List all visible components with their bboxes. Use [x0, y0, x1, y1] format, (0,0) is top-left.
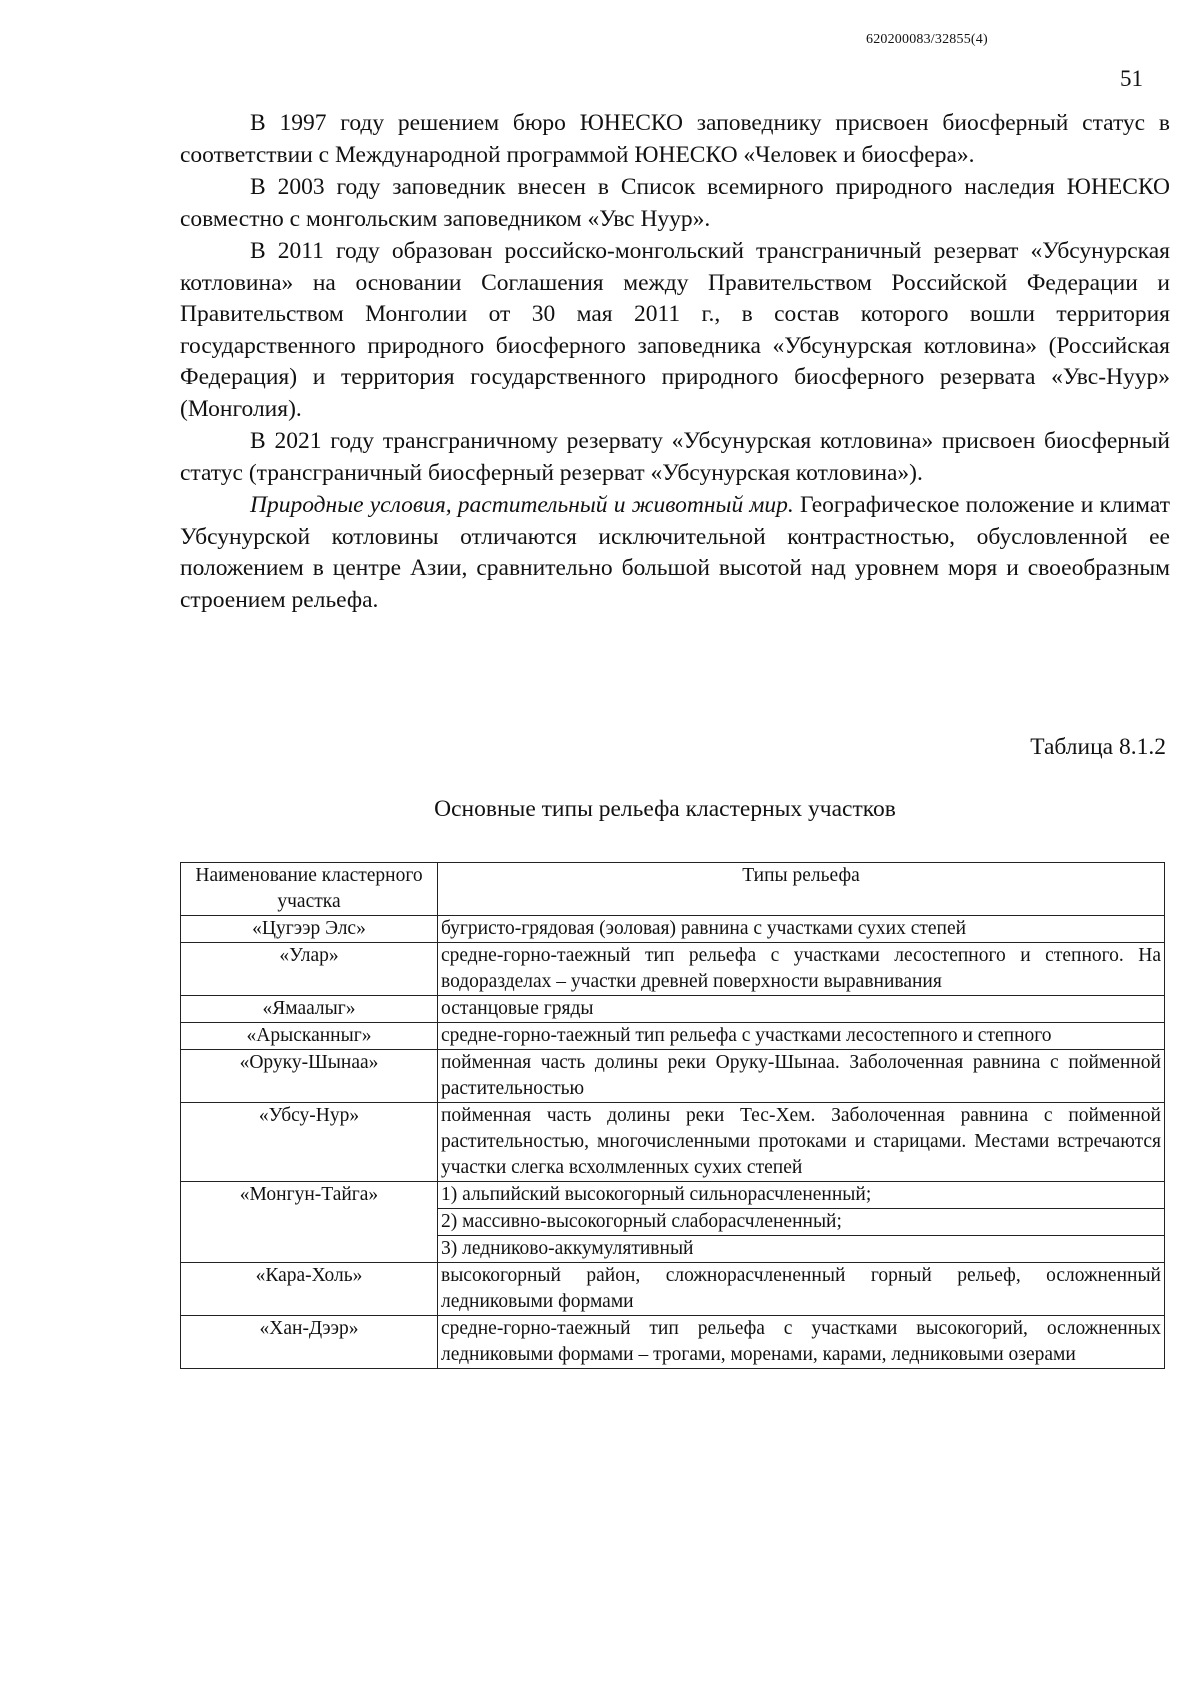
body-text: [180, 108, 1170, 617]
table-row: [181, 1103, 1165, 1182]
cluster-site-name: «Хан-Дээр»: [181, 1316, 438, 1369]
table-row: [181, 916, 1165, 943]
cluster-site-name: «Убсу-Нур»: [181, 1103, 438, 1182]
cluster-site-name: «Кара-Холь»: [181, 1263, 438, 1316]
table-title: Основные типы рельефа кластерных участков: [434, 796, 896, 822]
cluster-site-name: «Арысканныг»: [181, 1023, 438, 1050]
paragraph-text: Географическое положение и климат Убсунурской котловины отличаются исключительной контрастностью, обусловленной ее положением в центре Азии, сравнительно большой высотой над уровнем моря и своеобразным строением рельефа.: [180, 492, 1170, 613]
column-header-relief: Типы рельефа: [438, 863, 1165, 916]
paragraph: В 1997 году решением бюро ЮНЕСКО заповеднику присвоен биосферный статус в соответствии с Международной программой ЮНЕСКО «Человек и биосфера».: [180, 110, 1170, 168]
paragraph-nature: [180, 490, 1170, 616]
relief-line: средне-горно-таежный тип рельефа с участками высокогорий, осложненных ледниковыми формами – трогами, моренами, карами, ледниковыми озерами: [441, 1318, 1161, 1365]
relief-line: 3) ледниково-аккумулятивный: [438, 1235, 1164, 1262]
relief-type: [438, 996, 1165, 1023]
document-id: 620200083/32855(4): [866, 32, 988, 47]
table-row: [181, 1050, 1165, 1103]
table-caption: Таблица 8.1.2: [1030, 734, 1166, 760]
relief-type: [438, 943, 1165, 996]
table-row: [181, 1316, 1165, 1369]
relief-type: [438, 1316, 1165, 1369]
table-body: [181, 916, 1165, 1369]
table-row: [181, 943, 1165, 996]
relief-type: [438, 1263, 1165, 1316]
table-row: [181, 1023, 1165, 1050]
relief-type: [438, 1023, 1165, 1050]
cluster-site-name: «Цугээр Элс»: [181, 916, 438, 943]
column-header-site: Наименование кластерного участка: [181, 863, 438, 916]
relief-type: [438, 1050, 1165, 1103]
table-header-row: [181, 863, 1165, 916]
paragraph: В 2011 году образован российско-монгольский трансграничный резерват «Убсунурская котловина» на основании Соглашения между Правительством Российской Федерации и Правительством Монголии от 30 мая 2011 г., в состав которого вошли территория государственного природного биосферного заповедника «Убсунурская котловина» (Российская Федерация) и территория государственного природного биосферного резервата «Увс-Нуур» (Монголия).: [180, 238, 1170, 422]
relief-line: пойменная часть долины реки Оруку-Шынаа. Заболоченная равнина с пойменной растительностью: [441, 1052, 1161, 1099]
relief-line: средне-горно-таежный тип рельефа с участками лесостепного и степного. На водоразделах – участки древней поверхности выравнивания: [441, 945, 1161, 992]
paragraph: В 2021 году трансграничному резервату «Убсунурская котловина» присвоен биосферный статус (трансграничный биосферный резерват «Убсунурская котловина»).: [180, 428, 1170, 486]
relief-table: [180, 862, 1165, 1369]
section-lead: Природные условия, растительный и животный мир.: [250, 492, 794, 518]
relief-line: 1) альпийский высокогорный сильнорасчлененный;: [441, 1184, 872, 1205]
cluster-site-name: «Монгун-Тайга»: [181, 1182, 438, 1263]
relief-line: 2) массивно-высокогорный слаборасчлененный;: [438, 1208, 1164, 1235]
relief-type: [438, 1103, 1165, 1182]
table-row: [181, 1263, 1165, 1316]
relief-type: [438, 1182, 1165, 1263]
page-number: 51: [1120, 66, 1143, 91]
cluster-site-name: «Оруку-Шынаа»: [181, 1050, 438, 1103]
relief-line: средне-горно-таежный тип рельефа с участками лесостепного и степного: [441, 1025, 1052, 1046]
paragraph: В 2003 году заповедник внесен в Список всемирного природного наследия ЮНЕСКО совместно с монгольским заповедником «Увс Нуур».: [180, 174, 1170, 232]
relief-line: останцовые гряды: [441, 998, 594, 1019]
relief-line: бугристо-грядовая (эоловая) равнина с участками сухих степей: [441, 918, 967, 939]
table-row: [181, 1182, 1165, 1263]
table-row: [181, 996, 1165, 1023]
relief-line: пойменная часть долины реки Тес-Хем. Заболоченная равнина с пойменной растительностью, многочисленными протоками и старицами. Местами встречаются участки слегка всхолмленных сухих степей: [441, 1105, 1161, 1178]
cluster-site-name: «Улар»: [181, 943, 438, 996]
relief-line: высокогорный район, сложнорасчлененный горный рельеф, осложненный ледниковыми формами: [441, 1265, 1161, 1312]
cluster-site-name: «Ямаалыг»: [181, 996, 438, 1023]
relief-type: [438, 916, 1165, 943]
